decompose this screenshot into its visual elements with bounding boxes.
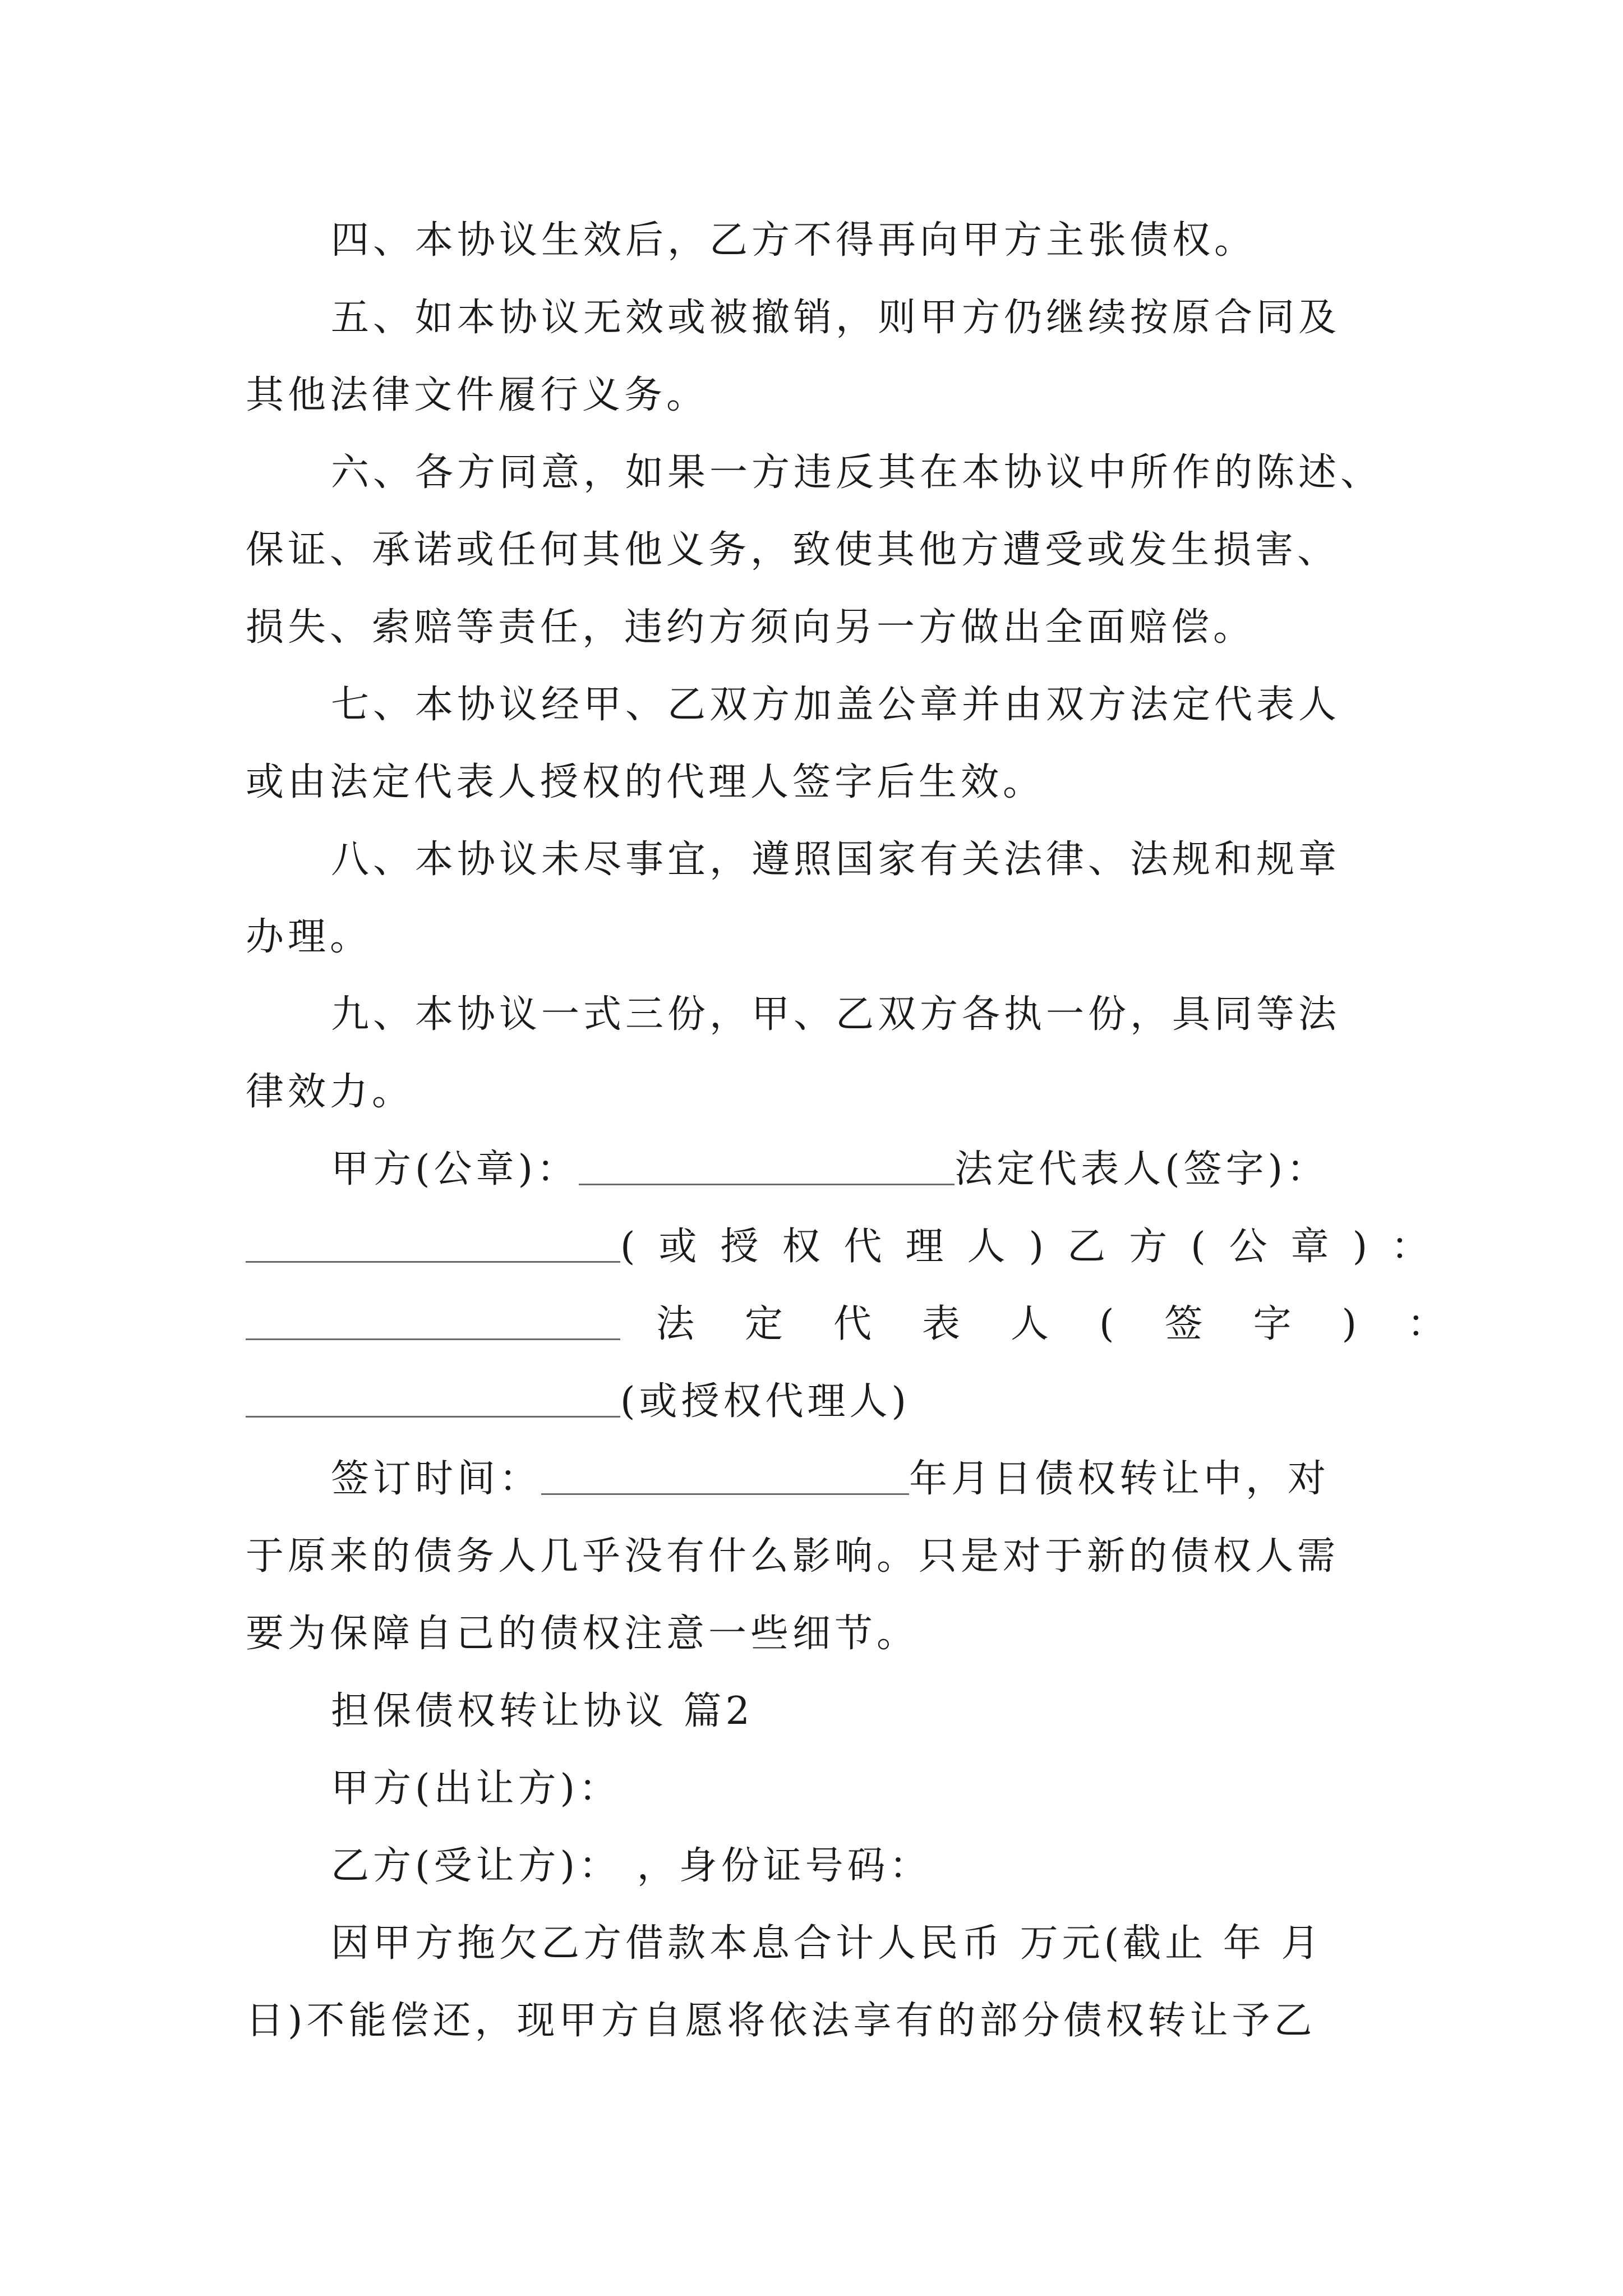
section-title: 担保债权转让协议 篇2 bbox=[331, 1689, 754, 1733]
legal-rep-sign-blank bbox=[246, 1217, 620, 1263]
clause-5-line-1: 五、如本协议无效或被撤销，则甲方仍继续按原合同及 bbox=[331, 296, 1341, 340]
legal-rep-sign-label-2: 法定代表人(签字)： bbox=[656, 1302, 1496, 1346]
signing-date-suffix: 年月日债权转让中，对 bbox=[909, 1457, 1330, 1501]
clause-9-line-2: 律效力。 bbox=[246, 1070, 414, 1114]
party-a-line: 甲方(出让方)： bbox=[331, 1766, 621, 1811]
signing-time-blank bbox=[541, 1450, 909, 1495]
party-a-seal-blank bbox=[579, 1140, 955, 1185]
clause-6-line-2: 保证、承诺或任何其他义务，致使其他方遭受或发生损害、 bbox=[246, 528, 1340, 572]
clause-6-line-1: 六、各方同意，如果一方违反其在本协议中所作的陈述、 bbox=[331, 450, 1383, 495]
document-body bbox=[246, 202, 1496, 2060]
clause-7-line-1: 七、本协议经甲、乙双方加盖公章并由双方法定代表人 bbox=[331, 683, 1341, 727]
legal-rep-sign-blank-2 bbox=[246, 1372, 620, 1418]
clause-5-line-2: 其他法律文件履行义务。 bbox=[246, 373, 709, 417]
clause-7-line-2: 或由法定代表人授权的代理人签字后生效。 bbox=[246, 760, 1045, 804]
party-b-line: 乙方(受让方)： ，身份证号码： bbox=[331, 1844, 932, 1888]
transfer-note-line-2: 要为保障自己的债权注意一些细节。 bbox=[246, 1612, 919, 1656]
preamble-line-1: 因甲方拖欠乙方借款本息合计人民币 万元(截止 年 月 bbox=[331, 1921, 1324, 1966]
clause-8-line-1: 八、本协议未尽事宜，遵照国家有关法律、法规和规章 bbox=[331, 838, 1341, 882]
clause-4: 四、本协议生效后，乙方不得再向甲方主张债权。 bbox=[331, 218, 1257, 263]
signature-line-1 bbox=[246, 1131, 1390, 1208]
signature-line-3 bbox=[246, 1286, 1496, 1363]
authorized-agent-label-2: (或授权代理人) bbox=[620, 1379, 911, 1424]
signing-time-label: 签订时间： bbox=[331, 1457, 542, 1501]
party-a-seal-label: 甲方(公章)： bbox=[331, 1147, 579, 1191]
transfer-note-line-1: 于原来的债务人几乎没有什么影响。只是对于新的债权人需 bbox=[246, 1534, 1340, 1579]
clause-8-line-2: 办理。 bbox=[246, 915, 372, 959]
clause-9-line-1: 九、本协议一式三份，甲、乙双方各执一份，具同等法 bbox=[331, 992, 1341, 1037]
legal-rep-sign-label: 法定代表人(签字)： bbox=[955, 1147, 1329, 1191]
preamble-line-2: 日)不能偿还，现甲方自愿将依法享有的部分债权转让予乙 bbox=[246, 1999, 1316, 2043]
signature-line-4 bbox=[246, 1363, 1390, 1441]
signing-time-line bbox=[246, 1441, 1390, 1518]
party-b-seal-label: 乙方(公章)： bbox=[1067, 1225, 1453, 1269]
signature-line-2 bbox=[246, 1208, 1453, 1286]
party-b-seal-blank bbox=[246, 1295, 620, 1340]
authorized-agent-label-1: (或授权代理人) bbox=[620, 1225, 1068, 1269]
clause-6-line-3: 损失、索赔等责任，违约方须向另一方做出全面赔偿。 bbox=[246, 605, 1256, 650]
